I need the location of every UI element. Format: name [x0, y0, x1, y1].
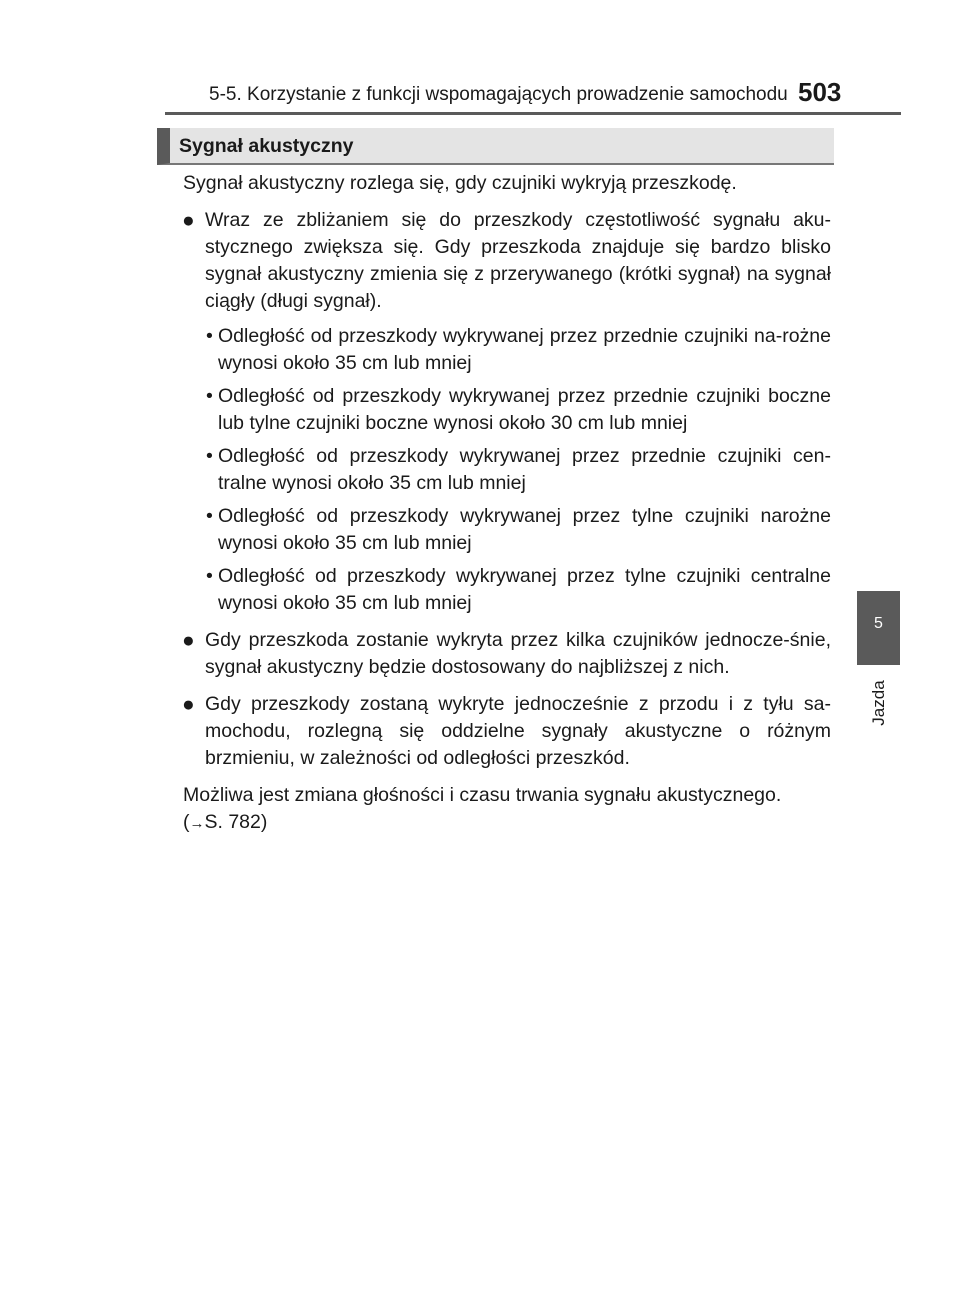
list-item-text: Odległość od przeszkody wykrywanej przez przednie czujniki na-rożne wynosi około 35 cm lub mniej	[218, 325, 831, 374]
list-item	[183, 323, 831, 377]
bullet-dot-icon: ●	[182, 693, 195, 716]
sub-bullet-icon: •	[206, 565, 213, 587]
page-number: 503	[798, 77, 842, 107]
list-item-text: Odległość od przeszkody wykrywanej przez tylne czujniki centralne wynosi około 35 cm lub mniej	[218, 565, 831, 614]
bullet-item	[183, 627, 831, 681]
bullet-dot-icon: ●	[182, 629, 195, 652]
running-header: 5-5. Korzystanie z funkcji wspomagających prowadzenie samochodu	[209, 84, 788, 105]
list-item-text: Odległość od przeszkody wykrywanej przez tylne czujniki narożne wynosi około 35 cm lub mniej	[218, 505, 831, 554]
chapter-label-text: Jazda	[869, 680, 888, 726]
list-item-text: Odległość od przeszkody wykrywanej przez przednie czujniki boczne lub tylne czujniki boczne wynosi około 30 cm lub mniej	[218, 385, 831, 434]
list-item	[183, 503, 831, 557]
sub-bullet-icon: •	[206, 385, 213, 407]
page-reference-open: (	[183, 811, 190, 833]
body-content	[183, 170, 831, 837]
sub-bullet-icon: •	[206, 445, 213, 467]
list-item	[183, 383, 831, 437]
bullet-text: Gdy przeszkoda zostanie wykryta przez kilka czujników jednocze-śnie, sygnał akustyczny będzie dostosowany do najbliższej z nich.	[205, 629, 831, 678]
intro-paragraph: Sygnał akustyczny rozlega się, gdy czujniki wykryją przeszkodę.	[183, 172, 737, 194]
header-divider	[165, 112, 901, 115]
bullet-item	[183, 207, 831, 315]
closing-paragraph	[183, 782, 831, 837]
bullet-text: Gdy przeszkody zostaną wykryte jednocześnie z przodu i z tyłu sa-mochodu, rozlegną się oddzielne sygnały akustyczne o różnym brzmieniu, w zależności od odległości przeszkód.	[205, 693, 831, 769]
section-heading	[157, 128, 834, 165]
chapter-tab	[857, 591, 900, 665]
section-heading-label: Sygnał akustyczny	[179, 135, 354, 157]
list-item	[183, 443, 831, 497]
chapter-number: 5	[874, 615, 883, 632]
bullet-text: Wraz ze zbliżaniem się do przeszkody częstotliwość sygnału aku-stycznego zwiększa się. Gdy przeszkoda znajduje się bardzo blisko sygnał akustyczny zmienia się z przerywanego (krótki sygnał) na sygnał ciągły (długi sygnał).	[205, 209, 831, 312]
bullet-dot-icon: ●	[182, 209, 195, 232]
arrow-right-icon: →	[189, 815, 205, 832]
sub-bullet-icon: •	[206, 505, 213, 527]
closing-text: Możliwa jest zmiana głośności i czasu trwania sygnału akustycznego.	[183, 784, 782, 806]
page-reference-link[interactable]: S. 782)	[204, 811, 268, 833]
bullet-item	[183, 691, 831, 772]
sub-bullet-icon: •	[206, 325, 213, 347]
list-item-text: Odległość od przeszkody wykrywanej przez przednie czujniki cen-tralne wynosi około 35 cm lub mniej	[218, 445, 831, 494]
list-item	[183, 563, 831, 617]
distance-list	[183, 323, 831, 617]
chapter-label	[864, 673, 894, 733]
